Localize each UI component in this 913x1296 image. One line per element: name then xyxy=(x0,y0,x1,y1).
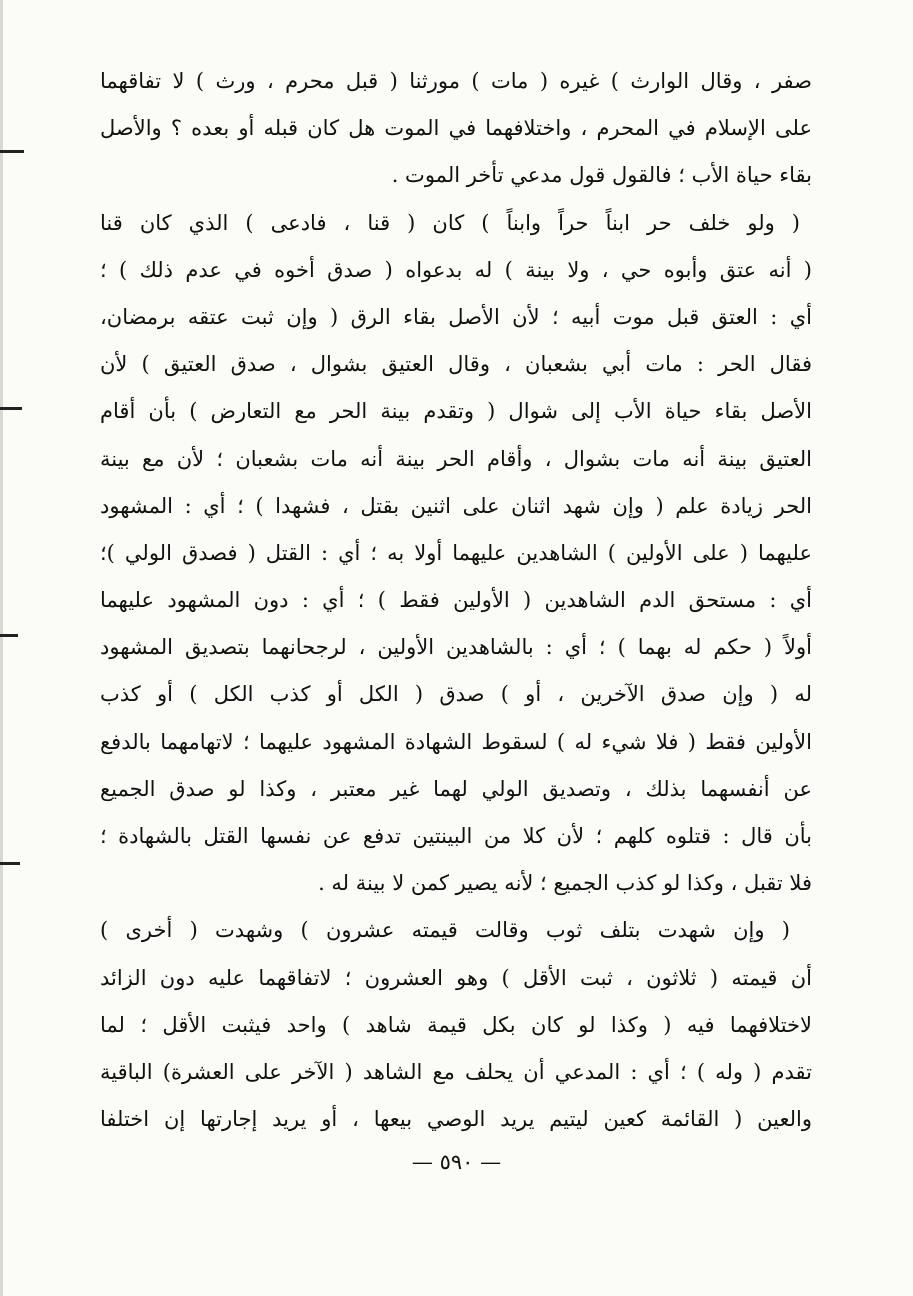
text-line: ( ولو خلف حر ابناً حراً وابناً ) كان ( قنا ، فادعى ) الذي كان قنا xyxy=(100,210,800,235)
text-line: على الإسلام في المحرم ، واختلافهما في الموت هل كان قبله أو بعده ؟ والأصل xyxy=(100,116,812,141)
text-line: له ( وإن صدق الآخرين ، أو ) صدق ( الكل أو كذب الكل ) أو كذب xyxy=(100,682,812,707)
margin-mark xyxy=(0,634,18,637)
text-line: الحر زيادة علم ( وإن شهد اثنان على اثنين بقتل ، فشهدا ) ؛ أي : المشهود xyxy=(100,493,812,518)
text-line: صفر ، وقال الوارث ) غيره ( مات ) مورثنا ( قبل محرم ، ورث ) لا تفاقهما xyxy=(100,69,812,93)
text-line: الأصل بقاء حياة الأب إلى شوال ( وتقدم بينة الحر مع التعارض ) بأن أقام xyxy=(100,399,812,424)
text-line: ( أنه عتق وأبوه حي ، ولا بينة ) له بدعواه ( صدق أخوه في عدم ذلك ) ؛ xyxy=(100,257,812,282)
text-line: عن أنفسهما بذلك ، وتصديق الولي لهما غير معتبر ، وكذا لو صدق الجميع xyxy=(100,776,812,801)
text-line: بقاء حياة الأب ؛ فالقول قول مدعي تأخر الموت . xyxy=(391,163,812,188)
text-line: الأولين فقط ( فلا شيء له ) لسقوط الشهادة المشهود عليهما ؛ لاتهامهما بالدفع xyxy=(100,729,812,754)
text-line: العتيق بينة أنه مات بشوال ، وأقام الحر بينة أنه مات بشعبان ؛ لأن مع بينة xyxy=(100,446,812,471)
text-line: أي : مستحق الدم الشاهدين ( الأولين فقط ) ؛ أي : دون المشهود عليهما xyxy=(100,588,812,613)
text-line: بأن قال : قتلوه كلهم ؛ لأن كلا من البينتين تدفع عن نفسها القتل بالشهادة ؛ xyxy=(100,824,812,848)
text-line: والعين ( القائمة كعين ليتيم يريد الوصي بيعها ، أو يريد إجارتها إن اختلفا xyxy=(100,1107,812,1132)
page-number: — ٥٩٠ — xyxy=(411,1150,502,1174)
text-line: أي : العتق قبل موت أبيه ؛ لأن الأصل بقاء الرق ( وإن ثبت عتقه برمضان، xyxy=(100,304,812,329)
text-line: عليهما ( على الأولين ) الشاهدين عليهما أولا به ؛ أي : القتل ( فصدق الولي )؛ xyxy=(100,540,812,565)
page-binding-edge xyxy=(0,0,3,1296)
text-line: فلا تقبل ، وكذا لو كذب الجميع ؛ لأنه يصير كمن لا بينة له . xyxy=(318,871,812,896)
text-line: فقال الحر : مات أبي بشعبان ، وقال العتيق بشوال ، صدق العتيق ) لأن xyxy=(100,352,812,377)
text-line: ( وإن شهدت بتلف ثوب وقالت قيمته عشرون ) وشهدت ( أخرى ) xyxy=(100,918,790,943)
margin-mark xyxy=(0,862,20,865)
text-line: أولاً ( حكم له بهما ) ؛ أي : بالشاهدين الأولين ، لرجحانهما بتصديق المشهود xyxy=(100,635,812,660)
body-text xyxy=(100,58,812,1143)
text-line: تقدم ( وله ) ؛ أي : المدعي أن يحلف مع الشاهد ( الآخر على العشرة) الباقية xyxy=(100,1059,812,1084)
margin-mark xyxy=(0,407,22,410)
margin-mark xyxy=(0,150,24,153)
text-line: لاختلافهما فيه ( وكذا لو كان بكل قيمة شاهد ) واحد فيثبت الأقل ؛ لما xyxy=(100,1012,812,1037)
text-line: أن قيمته ( ثلاثون ، ثبت الأقل ) وهو العشرون ؛ لاتفاقهما عليه دون الزائد xyxy=(100,965,812,990)
